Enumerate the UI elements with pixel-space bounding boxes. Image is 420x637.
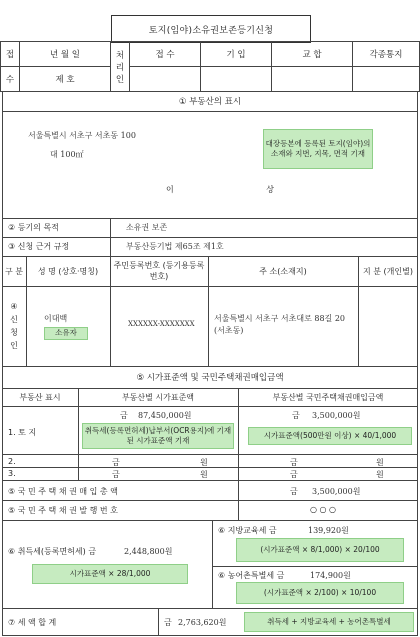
total-tax-value: 2,763,620원 [178,618,227,627]
end-marker: 이 상 [166,185,274,194]
bond-total-label: ⑤ 국 민 주 택 채 권 매 입 총 액 [8,487,118,496]
acq-tax-label: ⑥ 취득세(등록면허세) 금 [8,547,97,556]
section1-note: 대장등본에 등록된 토지(임야)의 소재와 지번, 지목, 면적 기재 [263,129,373,169]
bond-number-value: ○ ○ ○ [310,505,337,514]
total-tax-label: ⑦ 세 액 합 계 [8,618,57,627]
land-row-label: 1. 토 지 [8,428,37,437]
ymd-label: 년 월 일 [20,42,111,67]
farm-tax-note: (시가표준액 × 2/100) × 10/100 [236,582,404,604]
row3-label: ③ 신청 근거 규정 [8,242,70,251]
form-title: 토지(임야)소유권보존등기신청 [111,15,311,43]
divider [2,237,418,238]
divider [2,467,418,468]
row-3-bond-geum: 금 [290,470,298,479]
row-3-label: 3. [8,469,16,478]
edu-tax-note: (시가표준액 × 8/1,000) × 20/100 [236,538,404,562]
divider [2,500,418,501]
row-2-bond-won: 원 [376,458,384,467]
bond-total-value: 3,500,000원 [312,487,361,496]
section5-h3: 부동산별 국민주택채권매입금액 [272,392,384,402]
col-name: 성 명 (상호·명칭) [37,266,99,276]
row-3-geum: 금 [112,470,120,479]
divider [2,406,418,407]
land-bond: 3,500,000원 [312,411,361,420]
row-3-won: 원 [200,470,208,479]
divider [2,218,418,219]
divider [2,480,418,481]
cell-entry[interactable] [201,67,272,92]
acq-tax-value: 2,448,800원 [124,547,173,556]
land-amount: 87,450,000원 [138,411,192,420]
row2-value: 소유권 보존 [126,223,168,232]
col-address: 주 소(소재지) [259,266,307,276]
property-address: 서울특별시 서초구 서초동 100 [28,131,136,140]
land-bond-prefix: 금 [292,411,300,420]
applicant-side-label: ④ 신 청 인 [10,302,18,350]
row-2-bond-geum: 금 [290,458,298,467]
total-tax-prefix: 금 [164,618,172,627]
applicant-role: 소유자 [44,327,88,340]
acq-tax-note: 시가표준액 × 28/1,000 [32,564,188,584]
land-amount-note: 취득세(등록면허세)납부서(OCR용지)에 기재된 시가표준액 기재 [82,423,234,449]
process-label: 처 리 인 [111,42,130,92]
receipt-label-top: 접 [1,42,20,67]
divider [2,286,418,287]
receipt-header-table [0,41,420,92]
col-share: 지 분 (개인별) [363,266,413,276]
row-2-geum: 금 [112,458,120,467]
section5-h1: 부동산 표시 [19,392,61,402]
row2-label: ② 등기의 목적 [8,223,59,232]
divider [2,608,418,609]
cell-verify[interactable] [272,67,353,92]
divider [212,520,213,608]
col-entry: 기 입 [201,42,272,67]
col-regno: 주민등록번호 (등기용등록번호) [113,261,205,281]
row-2-label: 2. [8,457,16,466]
cell-receipt[interactable] [130,67,201,92]
farm-tax-label: ⑥ 농어촌특별세 금 [218,571,285,580]
bond-number-label: ⑤ 국 민 주 택 채 권 발 행 번 호 [8,506,118,515]
section5-title: ⑤ 시가표준액 및 국민주택채권매입금액 [136,373,284,383]
applicant-regno: XXXXXX-XXXXXXX [128,320,195,328]
col-verify: 교 합 [272,42,353,67]
divider [212,566,418,567]
receipt-label-bottom: 수 [1,67,20,92]
col-receipt: 접 수 [130,42,201,67]
land-bond-note: 시가표준액(500만원 이상) × 40/1,000 [248,427,412,445]
divider [2,520,418,521]
divider [2,454,418,455]
divider [158,608,159,636]
cell-notice[interactable] [353,67,420,92]
applicant-name: 이대백 [44,314,68,323]
col-gubun: 구 분 [5,266,23,276]
farm-tax-value: 174,900원 [310,571,351,580]
applicant-address: 서울특별시 서초구 서초대로 88길 20 (서초동) [214,314,345,335]
total-tax-note: 취득세 + 지방교육세 + 농어촌특별세 [244,612,414,632]
section1-title: ① 부동산의 표시 [178,97,242,107]
row-2-won: 원 [200,458,208,467]
row-3-bond-won: 원 [376,470,384,479]
edu-tax-label: ⑥ 지방교육세 금 [218,526,277,535]
number-label: 제 호 [20,67,111,92]
row3-value: 부동산등기법 제65조 제1호 [126,242,224,251]
section5-h2: 부동산별 시가표준액 [121,392,195,402]
divider [2,111,418,112]
property-area: 대 100㎡ [50,150,84,159]
bond-total-prefix: 금 [290,487,298,496]
col-notice: 각종통지 [353,42,420,67]
land-amount-prefix: 금 [120,411,128,420]
edu-tax-value: 139,920원 [308,526,349,535]
